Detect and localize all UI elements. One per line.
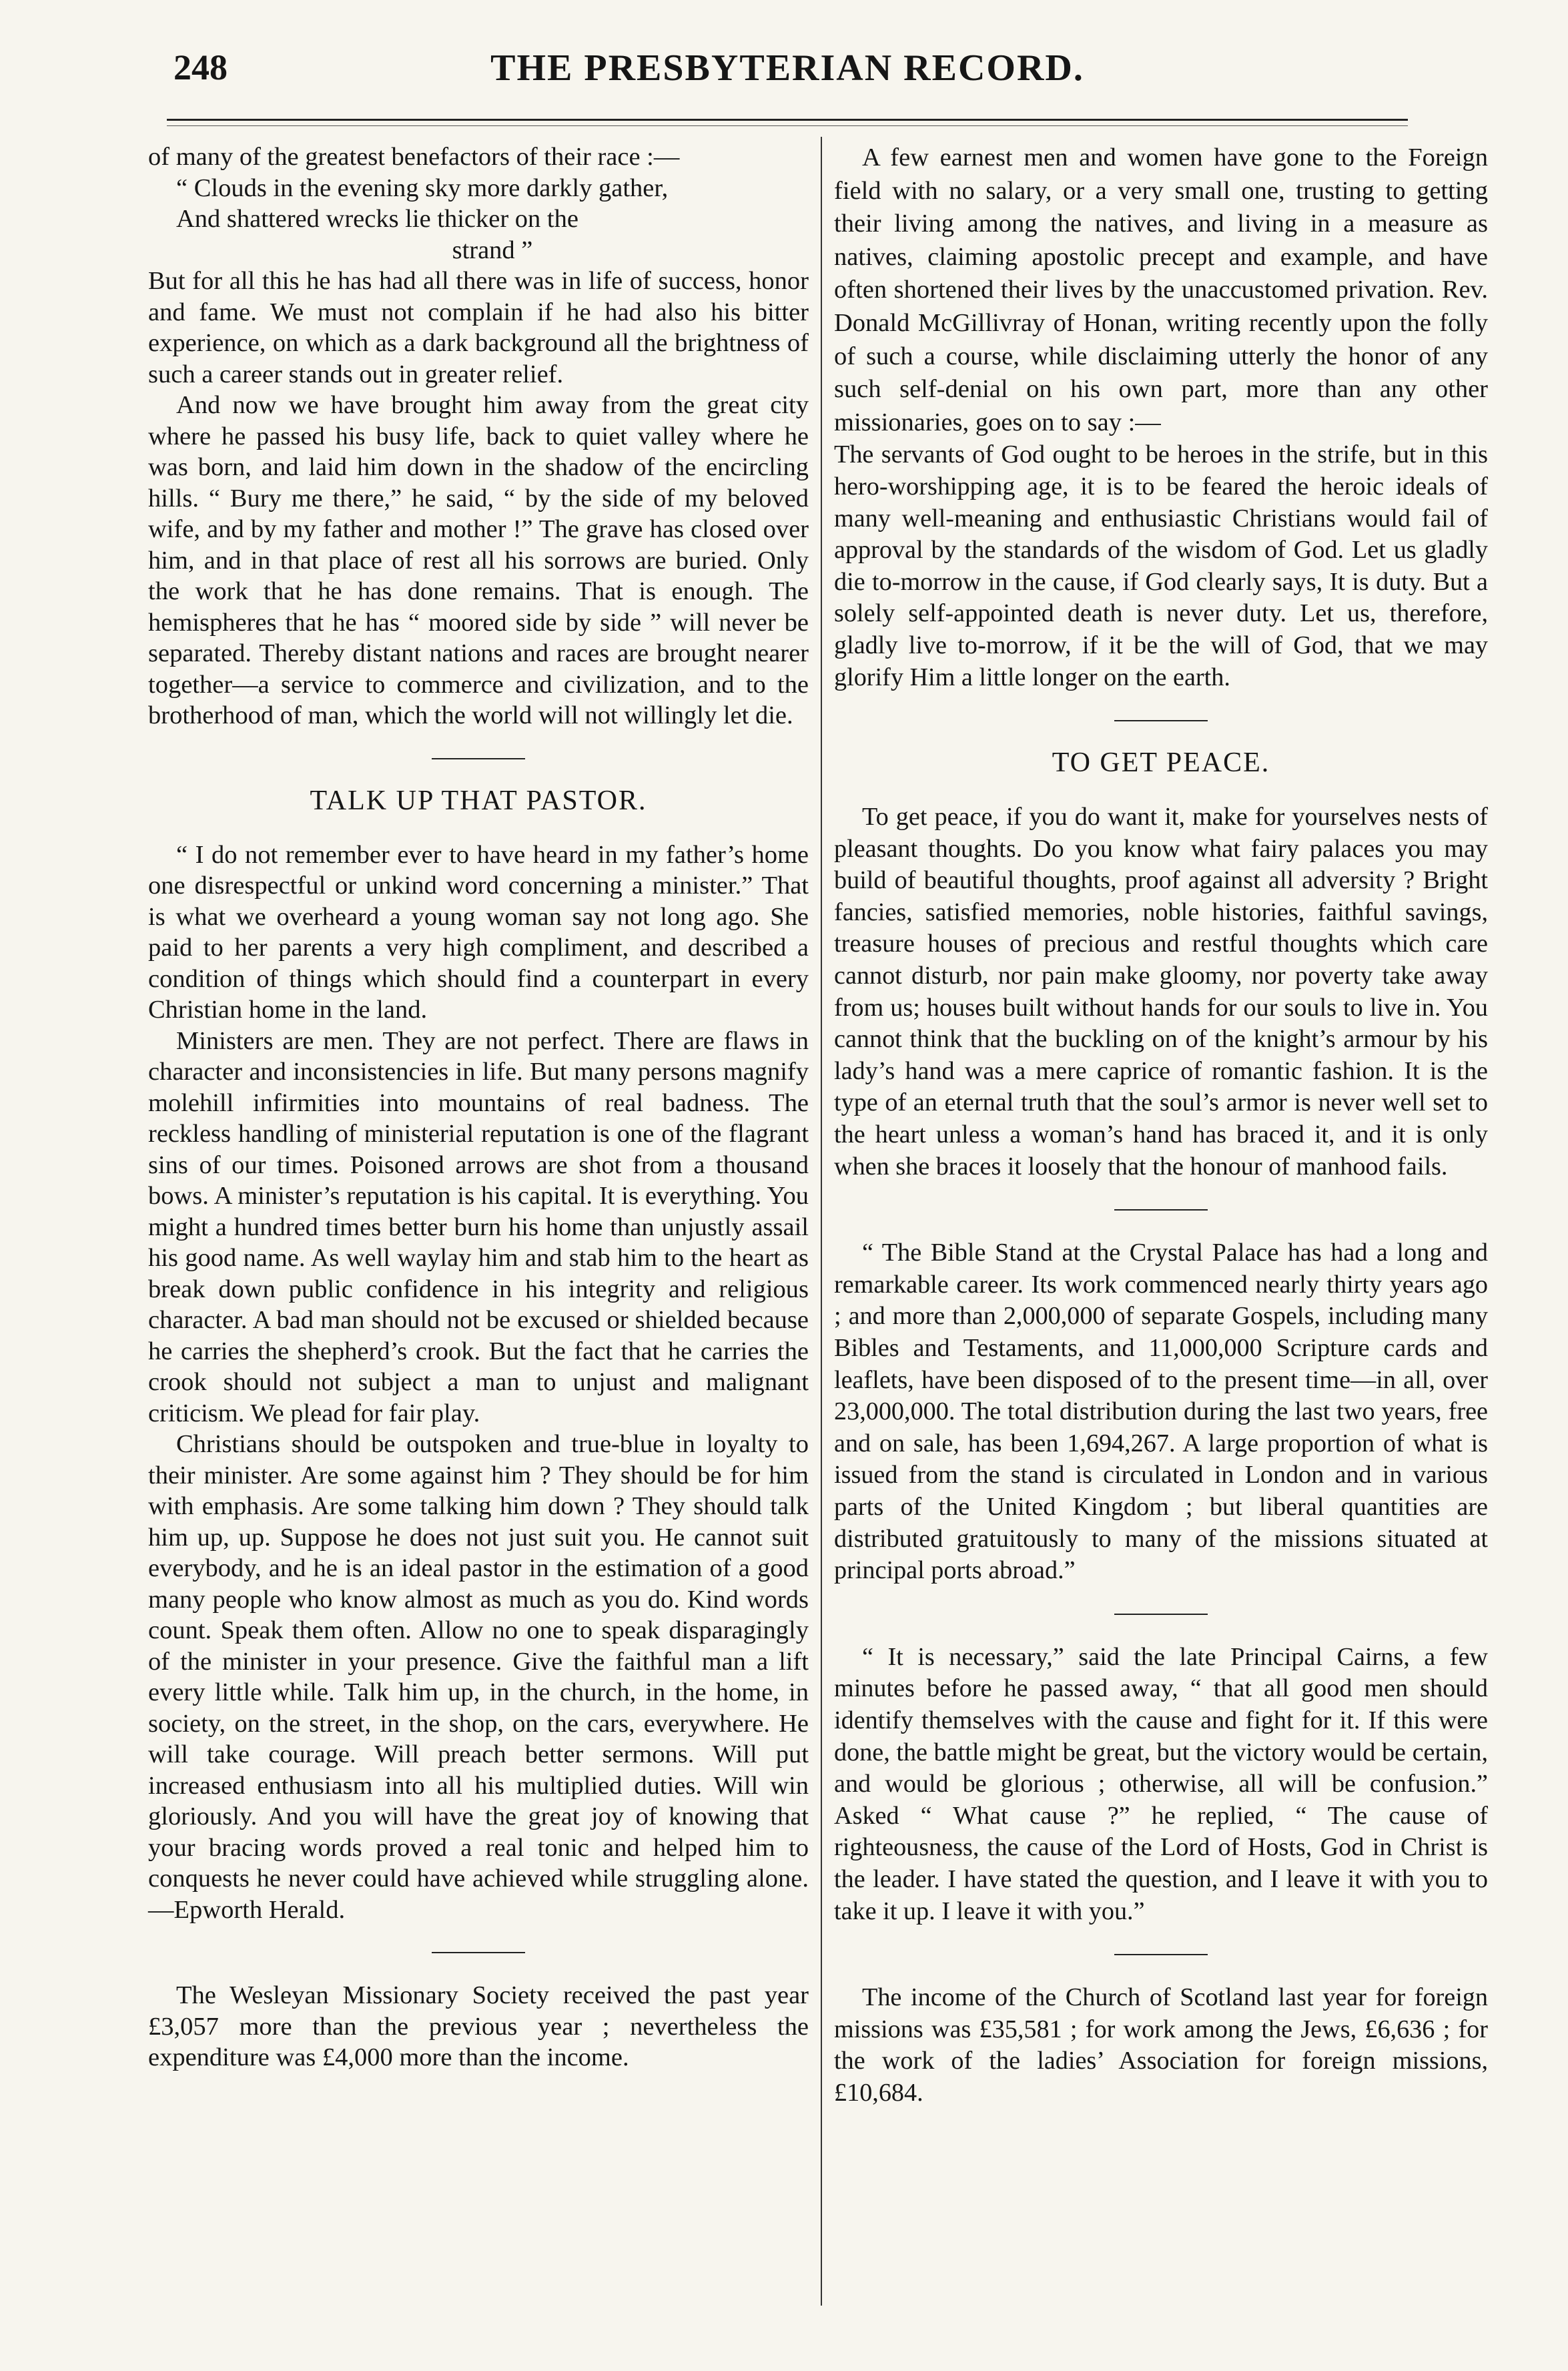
paragraph: “ It is necessary,” said the late Principal Cairns, a few minutes before he passed away, “ that all good men should identify themselves with the cause and fight for it. If this were done, the battle might be great, but the victory would be certain, and would be glorious ; otherwise, all will be confusion.” Asked “ What cause ?” he replied, “ The cause of righteousness, the cause of the Lord of Hosts, God in Christ is the leader. I have stated the question, and I leave it with you to take it up. I leave it with you.” — [834, 1642, 1488, 1925]
verse-line: strand ” — [452, 236, 533, 264]
right-column — [834, 141, 1488, 2109]
paragraph: “ I do not remember ever to have heard in my father’s home one disrespectful or unkind word concerning a minister.” That is what we overheard a young woman say not long ago. She paid to her parents a very high compliment, and described a condition of things which should find a counterpart in every Christian home in the land. — [148, 840, 809, 1024]
page-header — [173, 40, 1401, 113]
header-rule — [167, 119, 1408, 121]
paragraph: Christians should be outspoken and true-blue in loyalty to their minister. Are some against him ? They should be for him with emphasis. Are some talking him down ? They should talk him up, up. Suppose he does not just suit you. He cannot suit everybody, and he is an ideal pastor in the estimation of a good many people who know almost as much as you do. Kind words count. Speak them often. Allow no one to speak disparagingly of the minister in your presence. Give the faithful man a lift every little while. Talk him up, in the church, in the home, in society, on the street, in the shop, on the cars, everywhere. He will take courage. Will preach better sermons. Will put increased enthusiasm into all his multiplied duties. Will win gloriously. And you will have the great joy of knowing that your bracing words proved a real tonic and helped him to conquests he never could have achieved while struggling alone.—Epworth Herald. — [148, 1430, 809, 1924]
section-rule — [432, 758, 525, 759]
section-rule — [1114, 720, 1208, 721]
verse-line: “ Clouds in the evening sky more darkly gather, — [176, 174, 669, 202]
paragraph: The income of the Church of Scotland last year for foreign missions was £35,581 ; for work among the Jews, £6,636 ; for the work of the ladies’ Association for foreign missions, £10,684. — [834, 1983, 1488, 2107]
section-heading: TO GET PEACE. — [1052, 747, 1270, 779]
paragraph: The Wesleyan Missionary Society received the past year £3,057 more than the previous year ; nevertheless the expenditure was £4,000 more than the income. — [148, 1981, 809, 2071]
block-quote: The servants of God ought to be heroes in the strife, but in this hero-worshipping age, it is to be feared the heroic ideals of many well-meaning and enthusiastic Christians would fail of approval by the standards of the wisdom of God. Let us gladly die to-morrow in the cause, if God clearly says, It is duty. But a solely self-appointed death is never duty. Let us, therefore, gladly live to-morrow, if it be the will of God, that we may glorify Him a little longer on the earth. — [834, 440, 1488, 691]
journal-title: THE PRESBYTERIAN RECORD. — [490, 47, 1084, 89]
continued-intro: of many of the greatest benefactors of their race :— — [148, 143, 680, 171]
header-rule-thin — [167, 125, 1408, 126]
paragraph: A few earnest men and women have gone to the Foreign field with no salary, or a very small one, trusting to getting their living among the natives, and living in a measure as natives, claiming apostolic precept and example, and have often shortened their lives by the unaccustomed privation. Rev. Donald McGillivray of Honan, writing recently upon the folly of such a course, while disclaiming utterly the honor of any such self-denial on his own part, more than any other missionaries, goes on to say :— — [834, 143, 1488, 436]
verse-line: And shattered wrecks lie thicker on the — [176, 205, 578, 233]
page-number: 248 — [173, 47, 228, 87]
paragraph: To get peace, if you do want it, make for yourselves nests of pleasant thoughts. Do you know what fairy palaces you may build of beautiful thoughts, proof against all adversity ? Bright fancies, satisfied memories, noble histories, faithful savings, treasure houses of precious and restful thoughts which care cannot disturb, nor pain make gloomy, nor poverty take away from us; houses built without hands for our souls to live in. You cannot think that the buckling on of the knight’s armour by his lady’s hand was a mere caprice of romantic fashion. It is the type of an eternal truth that the soul’s armor is never well set to the heart unless a woman’s hand has braced it, and it is only when she braces it loosely that the honour of manhood fails. — [834, 803, 1488, 1180]
section-heading: TALK UP THAT PASTOR. — [310, 785, 647, 816]
column-divider — [821, 137, 822, 2306]
paragraph: Ministers are men. They are not perfect. There are flaws in character and inconsistencies in life. But many persons magnify molehill infirmities into mountains of real badness. The reckless handling of ministerial reputation is one of the flagrant sins of our times. Poisoned arrows are shot from a thousand bows. A minister’s reputation is his capital. It is everything. You might a hundred times better burn his home than unjustly assail his good name. As well waylay him and stab him to the heart as break down public confidence in his integrity and religious character. A bad man should not be excused or shielded because he carries the shepherd’s crook. But the fact that he carries the crook should not subject a man to unjust and malignant criticism. We plead for fair play. — [148, 1026, 809, 1427]
paragraph: And now we have brought him away from the great city where he passed his busy life, back to quiet valley where he was born, and laid him down in the shadow of the encircling hills. “ Bury me there,” he said, “ by the side of my beloved wife, and by my father and mother !” The grave has closed over him, and in that place of rest all his sorrows are buried. Only the work that he has done remains. That is enough. The hemispheres that he has “ moored side by side ” will never be separated. Thereby distant nations and races are brought nearer together—a service to commerce and civilization, and to the brotherhood of man, which the world will not willingly let die. — [148, 391, 809, 729]
left-column — [148, 141, 809, 2073]
paragraph: “ The Bible Stand at the Crystal Palace has had a long and remarkable career. Its work commenced nearly thirty years ago ; and more than 2,000,000 of separate Gospels, including many Bibles and Testaments, and 11,000,000 Scripture cards and leaflets, have been disposed of to the present time—in all, over 23,000,000. The total distribution during the last two years, free and on sale, has been 1,694,267. A large proportion of what is issued from the stand is circulated in London and in various parts of the United Kingdom ; but liberal quantities are distributed gratuitously to many of the missions situated at principal ports abroad.” — [834, 1239, 1488, 1585]
paragraph: But for all this he has had all there was in life of success, honor and fame. We must not complain if he had also his bitter experience, on which as a dark background all the brightness of such a career stands out in greater relief. — [148, 267, 809, 388]
